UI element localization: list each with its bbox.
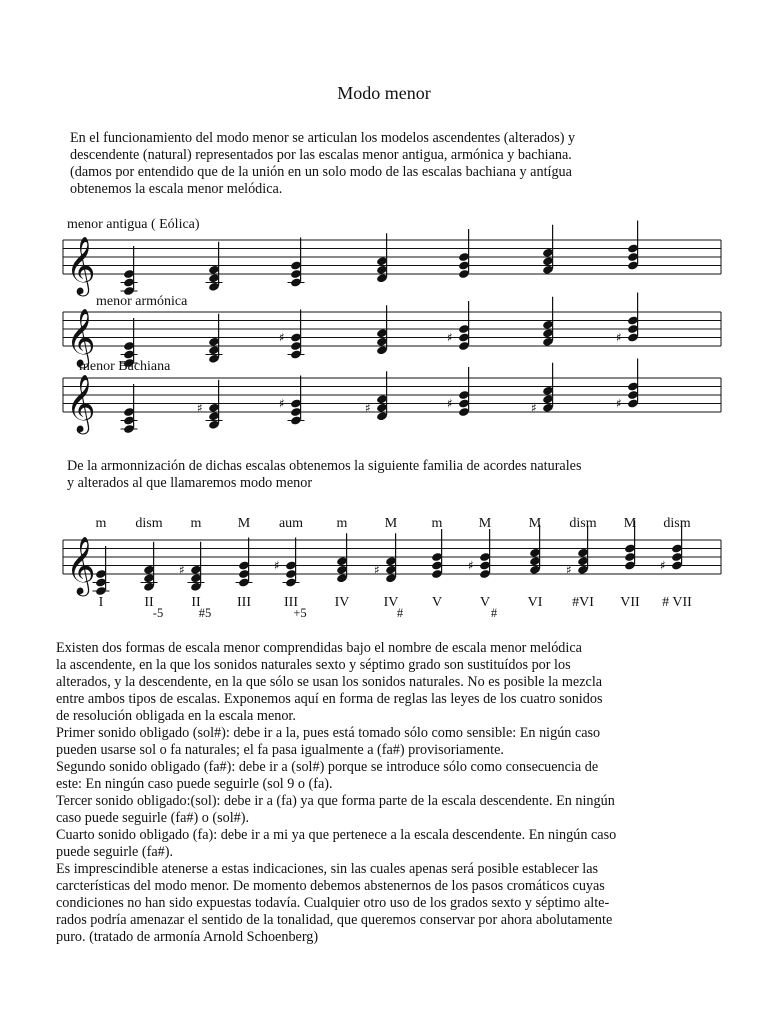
- body-line: caso puede seguirle (fa#) o (sol#).: [56, 810, 250, 826]
- body-line: este: En ningún caso puede seguirle (sol 9 o (fa).: [56, 776, 333, 792]
- chord: [121, 246, 138, 296]
- chord-degree: # VII: [662, 595, 692, 610]
- treble-clef-icon: 𝄞: [66, 536, 96, 594]
- chord-quality: m: [95, 516, 107, 531]
- chord: [374, 533, 397, 583]
- treble-clef-icon: 𝄞: [66, 308, 96, 366]
- sharp-icon: ♯: [197, 400, 203, 415]
- chord: [447, 301, 470, 351]
- chord: [288, 238, 305, 288]
- chord: [279, 376, 305, 426]
- chord: [447, 367, 470, 417]
- body-line: pueden usarse sol o fa naturales; el fa pasa igualmente a (fa#) provisoriamente.: [56, 742, 504, 758]
- chord-degree: III: [237, 595, 251, 610]
- intro-line: obtenemos la escala menor melódica.: [70, 181, 283, 197]
- chord: [542, 225, 554, 275]
- scale-staff-bachiana: [0, 358, 768, 438]
- chord: [376, 233, 388, 283]
- chord: [336, 533, 348, 583]
- chord-degree: IV: [383, 595, 399, 610]
- chord: [627, 221, 639, 271]
- chord: [365, 371, 388, 421]
- sharp-icon: ♯: [616, 396, 622, 411]
- body-line: puro. (tratado de armonía Arnold Schoenberg): [56, 929, 319, 945]
- chord: [279, 310, 305, 360]
- chord-quality: m: [190, 516, 202, 531]
- chord-degree: III: [284, 595, 298, 610]
- chord: [458, 229, 470, 279]
- sharp-icon: ♯: [447, 330, 453, 345]
- chord: [236, 538, 253, 588]
- chord: [121, 384, 138, 434]
- sharp-icon: ♯: [365, 400, 371, 415]
- sharp-icon: ♯: [468, 558, 474, 573]
- harmony-intro-line: y alterados al que llamaremos modo menor: [67, 475, 313, 491]
- chord-degree: V: [431, 595, 443, 610]
- chord-quality: dism: [135, 516, 163, 531]
- chord: [566, 525, 589, 577]
- sharp-icon: ♯: [447, 396, 453, 411]
- chord: [624, 521, 636, 571]
- chord-degree: VI: [527, 595, 543, 610]
- body-line: rados podría amenazar el sentido de la tonalidad, que queremos conservar por ahora abolutamente: [56, 912, 613, 928]
- sharp-icon: ♯: [531, 400, 537, 415]
- chord-degree-modifier: #: [396, 606, 404, 620]
- scale-label-antigua: menor antigua ( Eólica): [67, 217, 200, 232]
- chord: [141, 542, 158, 592]
- chord-quality: m: [336, 516, 348, 531]
- chord: [376, 305, 388, 355]
- body-line: Tercer sonido obligado:(sol): debe ir a (fa) ya que forma parte de la escala descendente. En ningún: [56, 793, 615, 809]
- sharp-icon: ♯: [374, 562, 380, 577]
- chord: [206, 242, 223, 292]
- chord-degree: II: [191, 595, 201, 610]
- chord-degree: V: [479, 595, 491, 610]
- body-line: puede seguirle (fa#).: [56, 844, 173, 860]
- body-line: Primer sonido obligado (sol#): debe ir a la, pues está tomado sólo como sensible: En nigún caso: [56, 725, 601, 741]
- body-line: carcterísticas del modo menor. De momento debemos abstenernos de los pasos cromáticos cuyas: [56, 878, 605, 894]
- chord-quality: dism: [663, 516, 691, 531]
- chord: [197, 380, 223, 430]
- body-line: Es imprescindible atenerse a estas indicaciones, sin las cuales apenas será posible establecer las: [56, 861, 599, 877]
- scale-label-bachiana: menor Bachiana: [79, 359, 171, 374]
- chord: [616, 293, 639, 345]
- chord-degree: IV: [334, 595, 350, 610]
- treble-clef-icon: 𝄞: [66, 236, 96, 294]
- body-line: Existen dos formas de escala menor comprendidas bajo el nombre de escala menor melódica: [56, 640, 582, 656]
- sharp-icon: ♯: [616, 330, 622, 345]
- scale-staff-antigua: [0, 220, 768, 300]
- chord-quality: M: [623, 516, 637, 531]
- sharp-icon: ♯: [566, 562, 572, 577]
- chord-degree-modifier: -5: [152, 606, 164, 620]
- page-title: Modo menor: [337, 83, 431, 103]
- chord: [616, 359, 639, 411]
- intro-line: En el funcionamiento del modo menor se articulan los modelos ascendentes (alterados) y: [70, 130, 576, 146]
- intro-line: descendente (natural) representados por las escalas menor antigua, armónica y bachiana.: [70, 147, 572, 163]
- body-line: entre ambos tipos de escalas. Exponemos aquí en forma de reglas las leyes de los cuatro sonidos: [56, 691, 603, 707]
- harmony-intro-line: De la armonnización de dichas escalas obtenemos la siguiente familia de acordes naturales: [67, 458, 582, 474]
- chord-degree-modifier: #: [490, 606, 498, 620]
- chord-staff: [0, 520, 768, 600]
- chord-degree: II: [144, 595, 154, 610]
- chord: [206, 314, 223, 364]
- sharp-icon: ♯: [279, 396, 285, 411]
- sharp-icon: ♯: [179, 562, 185, 577]
- body-line: Segundo sonido obligado (fa#): debe ir a (sol#) porque se introduce sólo como consecuencia de: [56, 759, 599, 775]
- chord-degree: VII: [620, 595, 640, 610]
- chord-quality: dism: [569, 516, 597, 531]
- chord-degree: #VI: [572, 595, 594, 610]
- intro-line: (damos por entendido que de la unión en un solo modo de las escalas bachiana y antígua: [70, 164, 572, 180]
- sharp-icon: ♯: [660, 558, 666, 573]
- treble-clef-icon: 𝄞: [66, 374, 96, 432]
- chord: [431, 529, 443, 579]
- chord-quality: m: [431, 516, 443, 531]
- body-line: la ascendente, en la que los sonidos naturales sexto y séptimo grado son sustituídos por los: [56, 657, 571, 673]
- body-line: condiciones no han sido expuestas todavía. Cualquier otro uso de los grados sexto y séptimo alte-: [56, 895, 610, 911]
- body-line: de resolución obligada en la escala menor.: [56, 708, 296, 724]
- sharp-icon: ♯: [279, 330, 285, 345]
- chord-degree: I: [98, 595, 104, 610]
- chord: [542, 297, 554, 347]
- body-line: Cuarto sonido obligado (fa): debe ir a mi ya que pertenece a la escala descendente. En ningún caso: [56, 827, 617, 843]
- chord-quality: M: [237, 516, 251, 531]
- body-line: alterados, y la descendente, en la que sólo se usan los sonidos naturales. No es posible la mezcla: [56, 674, 603, 690]
- chord: [468, 529, 491, 579]
- chord: [179, 542, 205, 592]
- chord: [531, 363, 554, 415]
- chord-degree-modifier: +5: [293, 606, 307, 620]
- chord-quality: M: [384, 516, 398, 531]
- scale-label-armonica: menor armónica: [96, 294, 188, 309]
- chord-quality: M: [478, 516, 492, 531]
- chord: [529, 525, 541, 575]
- chord: [274, 538, 300, 588]
- chord-quality: aum: [278, 516, 304, 531]
- chord-quality: M: [528, 516, 542, 531]
- sharp-icon: ♯: [274, 558, 280, 573]
- chord: [660, 521, 683, 573]
- chord-degree-modifier: #5: [198, 606, 212, 620]
